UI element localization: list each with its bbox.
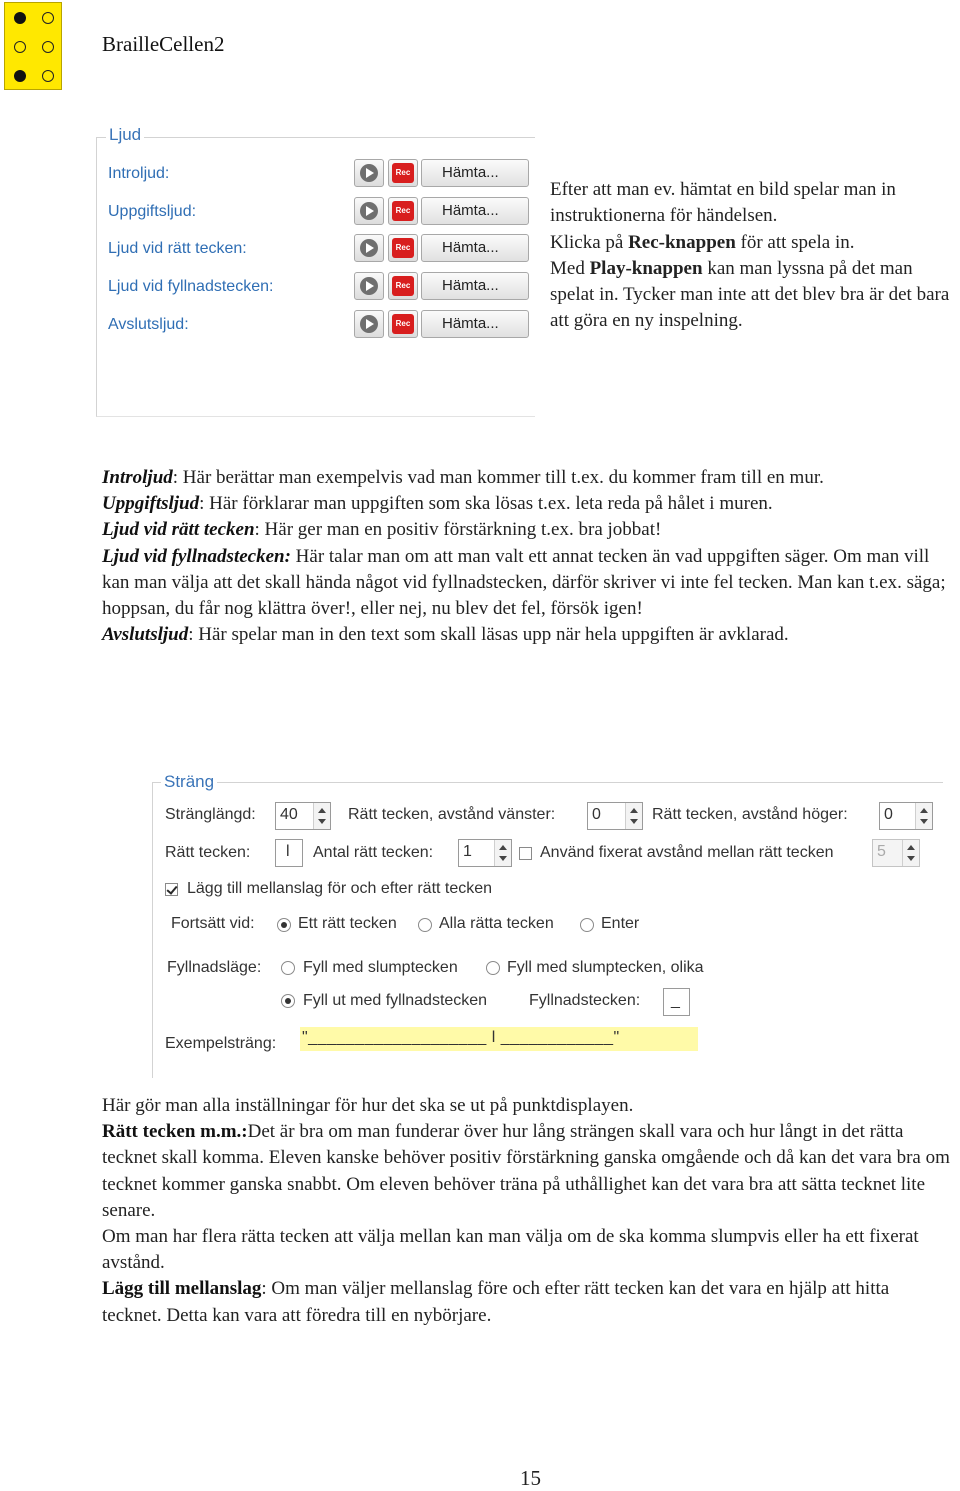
settings-text: : Om man väljer mellanslag före och efter rätt tecken kan det vara en hjälp att hitta tecknet. Detta kan vara att föredra till en nybörjare. [102,1278,890,1326]
continue-option-label: Ett rätt tecken [298,915,397,932]
definition-item [102,544,952,623]
sound-desc-text: Efter att man ev. hämtat en bild spelar man in instruktionerna för händelsen. [550,179,896,227]
dist-left-spinner[interactable] [587,802,643,830]
play-button[interactable] [354,234,384,262]
continue-enter-radio[interactable] [580,918,594,932]
braille-dot-6 [42,70,54,82]
correct-count-spinner[interactable] [458,839,512,867]
sound-panel-legend: Ljud [106,125,144,145]
sound-desc-bold: Play-knappen [589,257,703,279]
correct-count-value: 1 [463,843,472,860]
play-button[interactable] [354,310,384,338]
fetch-button[interactable]: Hämta... [421,234,529,262]
settings-term: Lägg till mellanslag [102,1278,262,1300]
play-icon [360,277,378,295]
fill-mode-label: Fyllnadsläge: [167,959,262,976]
play-icon [360,315,378,333]
correct-char-label: Rätt tecken: [165,844,251,861]
rec-button[interactable] [388,272,418,300]
play-button[interactable] [354,197,384,225]
definition-item [102,491,952,517]
document-title: BrailleCellen2 [102,32,225,56]
rec-button[interactable] [388,310,418,338]
fill-random-distinct-radio[interactable] [486,961,500,975]
correct-char-input[interactable] [275,839,303,867]
fill-char-value: _ [671,992,680,1009]
sound-desc-text: för att spela in. [735,231,855,253]
definition-item [102,517,952,543]
dist-left-value: 0 [592,806,601,823]
spinner-arrows-icon[interactable] [625,803,642,829]
add-space-checkbox[interactable] [165,883,178,896]
sound-desc-text: kan man lyssna på det man spelat in. Tycker man inte att det blev bra är det bara att göra en ny inspelning. [550,257,950,332]
braille-dot-2 [14,41,26,53]
definition-term: Uppgiftsljud [102,493,200,515]
play-button[interactable] [354,272,384,300]
example-string-label: Exempelsträng: [165,1035,277,1052]
filler-sound-label: Ljud vid fyllnadstecken: [108,278,274,295]
fill-option-label: Fyll ut med fyllnadstecken [303,992,488,1009]
fetch-button[interactable]: Hämta... [421,197,529,225]
fetch-button[interactable]: Hämta... [421,159,529,187]
braille-dot-1 [14,12,26,24]
continue-option-label: Enter [601,915,640,932]
dist-right-value: 0 [884,806,893,823]
sound-desc-text: Med [550,257,590,279]
fixed-distance-label: Använd fixerat avstånd mellan rätt tecken [540,844,834,861]
definition-term: Avslutsljud [102,624,189,646]
definition-item [102,465,952,491]
sound-desc-text: Klicka på [550,231,629,253]
play-icon [360,239,378,257]
sound-settings-panel [96,125,536,417]
rec-icon: Rec [392,238,414,258]
continue-label: Fortsätt vid: [171,915,255,932]
sound-definitions [102,465,952,648]
settings-term: Rätt tecken m.m.: [102,1121,248,1143]
string-length-spinner[interactable] [275,802,331,830]
definition-text: Här talar man om att man valt ett annat tecken än vad uppgiften säger. Om man vill kan man välja att det skall hända något vid fyllnadstecken, därför skriver vi inte fel tecken. Man kan t.ex. säga; hoppsan, du får nog klättra över!, eller nej, nu blev det fel, försök igen! [102,545,946,620]
correct-char-value: l [286,843,290,860]
fixed-distance-spinner[interactable] [872,839,920,867]
braille-dot-5 [42,41,54,53]
string-settings-text [102,1093,952,1329]
continue-all-radio[interactable] [418,918,432,932]
definition-text: : Här ger man en positiv förstärkning t.ex. bra jobbat! [254,519,662,541]
string-length-value: 40 [280,806,298,823]
intro-sound-label: Introljud: [108,165,170,182]
correct-count-label: Antal rätt tecken: [313,844,434,861]
settings-paragraph [102,1119,952,1224]
fixed-distance-value: 5 [877,843,886,860]
rec-icon: Rec [392,314,414,334]
example-string-field [300,1027,698,1051]
fetch-button[interactable]: Hämta... [421,272,529,300]
rec-icon: Rec [392,201,414,221]
settings-paragraph: Här gör man alla inställningar för hur det ska se ut på punktdisplayen. [102,1095,634,1116]
fill-char-label: Fyllnadstecken: [529,992,641,1009]
settings-paragraph [102,1276,952,1328]
sound-description [550,177,955,335]
string-panel-legend: Sträng [161,772,217,792]
definition-text: : Här berättar man exempelvis vad man kommer till t.ex. du kommer fram till en mur. [172,467,824,488]
task-sound-label: Uppgiftsljud: [108,203,197,220]
fill-option-label: Fyll med slumptecken [303,959,458,976]
braille-dot-4 [42,12,54,24]
braille-cell-logo [4,2,62,90]
definition-text: : Här spelar man in den text som skall läsas upp när hela uppgiften är avklarad. [188,624,789,646]
string-length-label: Stränglängd: [165,806,256,823]
string-settings-panel [150,772,942,1077]
fill-char-radio[interactable] [281,994,295,1008]
dist-right-label: Rätt tecken, avstånd höger: [652,806,848,823]
correct-sound-label: Ljud vid rätt tecken: [108,240,247,257]
settings-text: Det är bra om man funderar över hur lång strängen skall vara och hur långt in det rätta tecknet skall komma. Eleven kanske behöver positiv förstärkning ganska omgående och då kan det vara bra om tecknet kommer ganska snabbt. Om eleven behöver träna på uthållighet kan det vara bra att sätta tecknet lite senare. [102,1121,950,1221]
rec-icon: Rec [392,163,414,183]
fixed-distance-checkbox[interactable] [519,847,532,860]
dist-left-label: Rätt tecken, avstånd vänster: [348,806,556,823]
spinner-arrows-icon[interactable] [902,840,919,866]
rec-icon: Rec [392,276,414,296]
continue-option-label: Alla rätta tecken [439,915,554,932]
sound-desc-bold: Rec-knappen [628,231,736,253]
spinner-arrows-icon[interactable] [915,803,932,829]
definition-term: Introljud [102,467,173,488]
play-icon [360,164,378,182]
fill-random-radio[interactable] [281,961,295,975]
fill-option-label: Fyll med slumptecken, olika [507,959,704,976]
definition-item [102,622,952,648]
rec-button[interactable] [388,197,418,225]
braille-dot-3 [14,70,26,82]
spinner-arrows-icon[interactable] [494,840,511,866]
page-number: 15 [520,1466,541,1490]
dist-right-spinner[interactable] [879,802,933,830]
fetch-button[interactable]: Hämta... [421,310,529,338]
end-sound-label: Avslutsljud: [108,316,189,333]
definition-term: Ljud vid rätt tecken [102,519,255,541]
play-button[interactable] [354,159,384,187]
spinner-arrows-icon[interactable] [313,803,330,829]
rec-button[interactable] [388,159,418,187]
rec-button[interactable] [388,234,418,262]
fill-char-input[interactable] [663,988,690,1016]
definition-text: : Här förklarar man uppgiften som ska lösas t.ex. leta reda på hålet i muren. [199,493,773,515]
add-space-label: Lägg till mellanslag för och efter rätt tecken [187,880,493,897]
play-icon [360,202,378,220]
settings-paragraph: Om man har flera rätta tecken att välja mellan kan man välja om de ska komma slumpvis eller ha ett fixerat avstånd. [102,1226,919,1274]
continue-one-radio[interactable] [277,918,291,932]
example-string-value: "___________________ l ____________" [302,1029,620,1046]
definition-term: Ljud vid fyllnadstecken: [102,545,291,567]
